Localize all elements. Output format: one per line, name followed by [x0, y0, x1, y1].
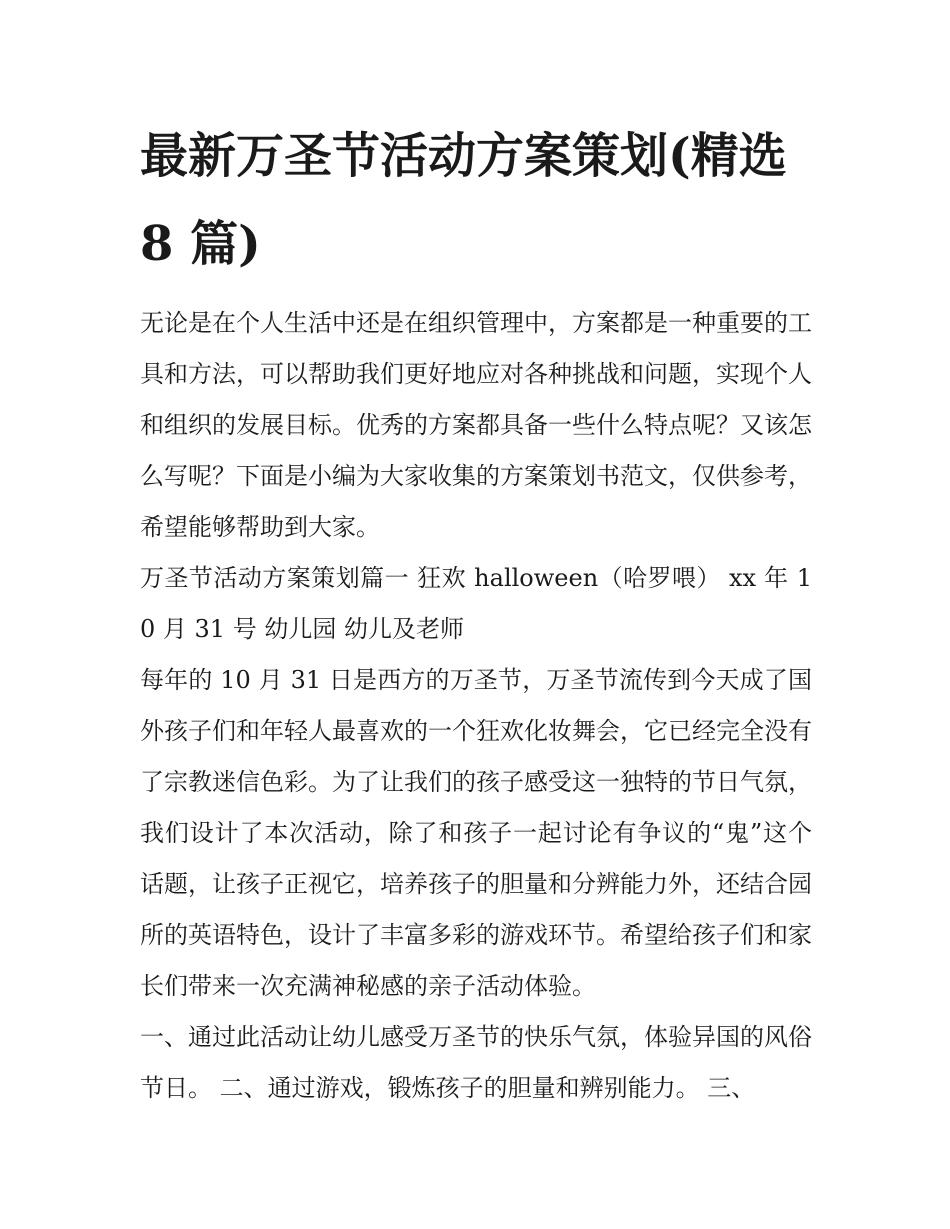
section-heading-paragraph: 万圣节活动方案策划篇一 狂欢 halloween（哈罗喂） xx 年 10 月 31 号 幼儿园 幼儿及老师: [140, 564, 812, 643]
goals-paragraph: 一、通过此活动让幼儿感受万圣节的快乐气氛，体验异国的风俗节日。 二、通过游戏，锻炼孩子的胆量和辨别能力。 三、: [140, 1023, 812, 1102]
document-page: [140, 112, 812, 1114]
background-paragraph: 每年的 10 月 31 日是西方的万圣节，万圣节流传到今天成了国外孩子们和年轻人最喜欢的一个狂欢化妆舞会，它已经完全没有了宗教迷信色彩。为了让我们的孩子感受这一独特的节日气氛，我们设计了本次活动，除了和孩子一起讨论有争议的“鬼”这个话题，让孩子正视它，培养孩子的胆量和分辨能力外，还结合园所的英语特色，设计了丰富多彩的游戏环节。希望给孩子们和家长们带来一次充满神秘感的亲子活动体验。: [140, 666, 812, 1000]
intro-paragraph: 无论是在个人生活中还是在组织管理中，方案都是一种重要的工具和方法，可以帮助我们更好地应对各种挑战和问题，实现个人和组织的发展目标。优秀的方案都具备一些什么特点呢？又该怎么写呢？下面是小编为大家收集的方案策划书范文，仅供参考，希望能够帮助到大家。: [140, 309, 812, 541]
document-title: 最新万圣节活动方案策划(精选 8 篇): [140, 128, 787, 272]
